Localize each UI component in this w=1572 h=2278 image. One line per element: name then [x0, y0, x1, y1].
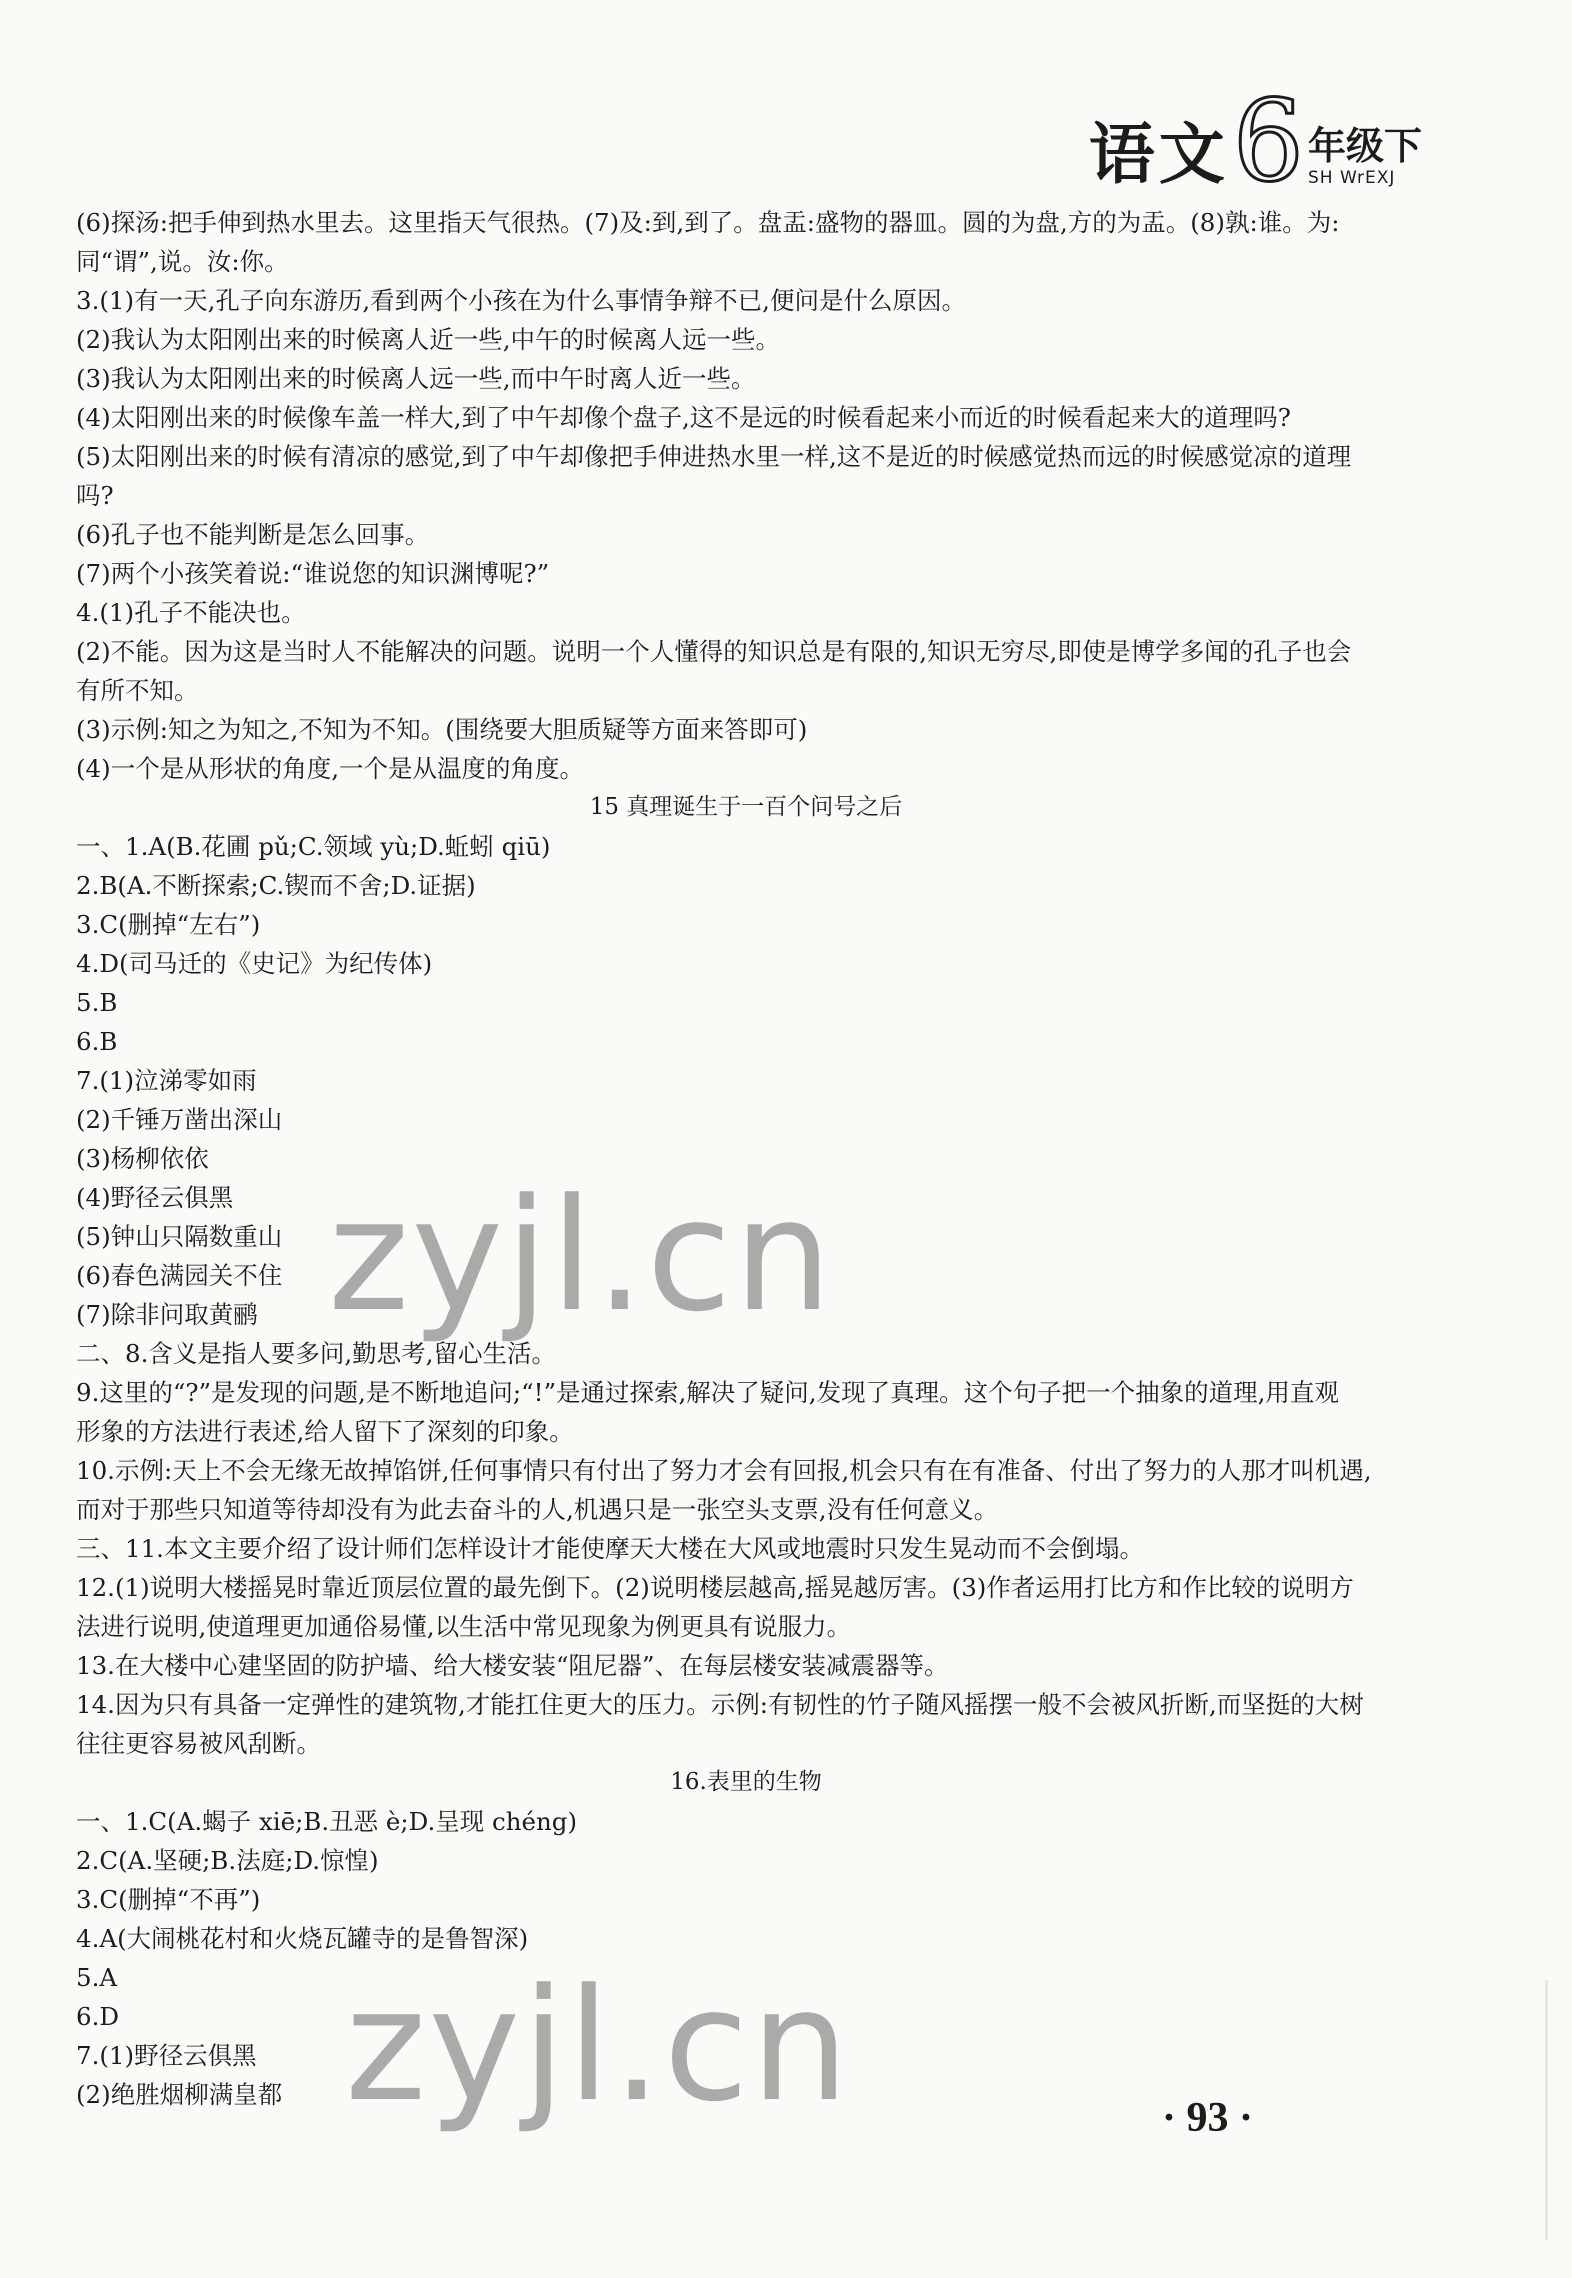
answer-line: 往往更容易被风刮断。 — [76, 1729, 321, 1758]
answer-line: 法进行说明,使道理更加通俗易懂,以生活中常见现象为例更具有说服力。 — [76, 1612, 852, 1641]
answer-line: (5)太阳刚出来的时候有清凉的感觉,到了中午却像把手伸进热水里一样,这不是近的时候感觉热而远的时候感觉凉的道理 — [76, 442, 1352, 471]
watermark: zyjl.cn — [345, 1955, 851, 2136]
watermark: zyjl.cn — [328, 1165, 834, 1346]
answer-line: 12.(1)说明大楼摇晃时靠近顶层位置的最先倒下。(2)说明楼层越高,摇晃越厉害。(3)作者运用打比方和作比较的说明方 — [76, 1573, 1354, 1602]
answer-line: 13.在大楼中心建坚固的防护墙、给大楼安装“阻尼器”、在每层楼安装减震器等。 — [76, 1651, 949, 1680]
answer-line: 9.这里的“?”是发现的问题,是不断地追问;“!”是通过探索,解决了疑问,发现了真理。这个句子把一个抽象的道理,用直观 — [76, 1378, 1339, 1407]
answer-line: (7)除非问取黄鹂 — [76, 1300, 258, 1329]
answer-line: 6.B — [76, 1027, 118, 1056]
section-title: 15 真理诞生于一百个问号之后 — [589, 794, 903, 820]
section-title: 16.表里的生物 — [670, 1769, 822, 1795]
answer-line: (2)千锤万凿出深山 — [76, 1105, 283, 1134]
answer-line: (2)我认为太阳刚出来的时候离人近一些,中午的时候离人远一些。 — [76, 325, 780, 354]
answer-line: (4)一个是从形状的角度,一个是从温度的角度。 — [76, 754, 584, 783]
answer-line: (3)示例:知之为知之,不知为不知。(围绕要大胆质疑等方面来答即可) — [76, 715, 808, 744]
answer-line: (2)绝胜烟柳满皇都 — [76, 2080, 283, 2109]
answer-line: 一、1.C(A.蝎子 xiē;B.丑恶 è;D.呈现 chéng) — [76, 1807, 578, 1836]
answer-line: (3)我认为太阳刚出来的时候离人远一些,而中午时离人近一些。 — [76, 364, 756, 393]
answer-line: 7.(1)泣涕零如雨 — [76, 1066, 257, 1095]
answer-line: 14.因为只有具备一定弹性的建筑物,才能扛住更大的压力。示例:有韧性的竹子随风摇摆一般不会被风折断,而坚挺的大树 — [76, 1690, 1364, 1719]
answer-line: (6)春色满园关不住 — [76, 1261, 283, 1290]
grade-label: 年级下 — [1307, 123, 1422, 168]
answer-line: (2)不能。因为这是当时人不能解决的问题。说明一个人懂得的知识总是有限的,知识无穷尽,即使是博学多闻的孔子也会 — [76, 637, 1352, 666]
answer-line: 一、1.A(B.花圃 pǔ;C.领域 yù;D.蚯蚓 qiū) — [76, 832, 551, 861]
subject-title: 语文 — [1088, 115, 1229, 193]
answer-line: 4.A(大闹桃花村和火烧瓦罐寺的是鲁智深) — [76, 1924, 529, 1953]
answer-line: (6)孔子也不能判断是怎么回事。 — [76, 520, 430, 549]
answer-line: 而对于那些只知道等待却没有为此去奋斗的人,机遇只是一张空头支票,没有任何意义。 — [76, 1495, 999, 1524]
answer-line: (5)钟山只隔数重山 — [76, 1222, 283, 1251]
answer-line: 4.D(司马迁的《史记》为纪传体) — [76, 949, 433, 978]
answer-line: (3)杨柳依依 — [76, 1144, 209, 1173]
answer-line: 2.B(A.不断探索;C.锲而不舍;D.证据) — [76, 871, 476, 900]
header-code: SH WrEXJ — [1307, 167, 1396, 188]
answer-line: 5.B — [76, 988, 118, 1017]
answer-line: (4)太阳刚出来的时候像车盖一样大,到了中午却像个盘子,这不是远的时候看起来小而近的时候看起来大的道理吗? — [76, 403, 1291, 432]
answer-line: 2.C(A.坚硬;B.法庭;D.惊惶) — [76, 1846, 379, 1875]
answer-line: 3.C(删掉“左右”) — [76, 910, 261, 939]
answer-line: 二、8.含义是指人要多问,勤思考,留心生活。 — [76, 1339, 556, 1368]
page-header — [1088, 77, 1422, 207]
page-number: · 93 · — [1162, 2095, 1254, 2141]
grade-number: 6 — [1232, 77, 1304, 207]
answer-line: 6.D — [76, 2002, 120, 2031]
answer-line: (7)两个小孩笑着说:“谁说您的知识渊博呢?” — [76, 559, 550, 588]
answer-line: (4)野径云俱黑 — [76, 1183, 234, 1212]
answer-line: 形象的方法进行表述,给人留下了深刻的印象。 — [76, 1417, 574, 1446]
scan-edge — [1545, 1980, 1548, 2240]
answer-line: 三、11.本文主要介绍了设计师们怎样设计才能使摩天大楼在大风或地震时只发生晃动而不会倒塌。 — [76, 1534, 1144, 1563]
answer-line: 10.示例:天上不会无缘无故掉馅饼,任何事情只有付出了努力才会有回报,机会只有在有准备、付出了努力的人那才叫机遇, — [76, 1456, 1372, 1485]
answer-line: 3.C(删掉“不再”) — [76, 1885, 261, 1914]
answer-line: 有所不知。 — [76, 676, 199, 705]
answer-line: 4.(1)孔子不能决也。 — [76, 598, 306, 627]
answer-line: 3.(1)有一天,孔子向东游历,看到两个小孩在为什么事情争辩不已,便问是什么原因。 — [76, 286, 966, 315]
header-right — [1307, 123, 1422, 188]
answer-line: 5.A — [76, 1963, 118, 1992]
answer-line: 同“谓”,说。汝:你。 — [76, 247, 289, 276]
answer-line: 7.(1)野径云俱黑 — [76, 2041, 257, 2070]
answer-line: (6)探汤:把手伸到热水里去。这里指天气很热。(7)及:到,到了。盘盂:盛物的器皿。圆的为盘,方的为盂。(8)孰:谁。为: — [76, 208, 1340, 237]
answer-content — [76, 203, 1416, 2114]
answer-line: 吗? — [76, 481, 114, 510]
